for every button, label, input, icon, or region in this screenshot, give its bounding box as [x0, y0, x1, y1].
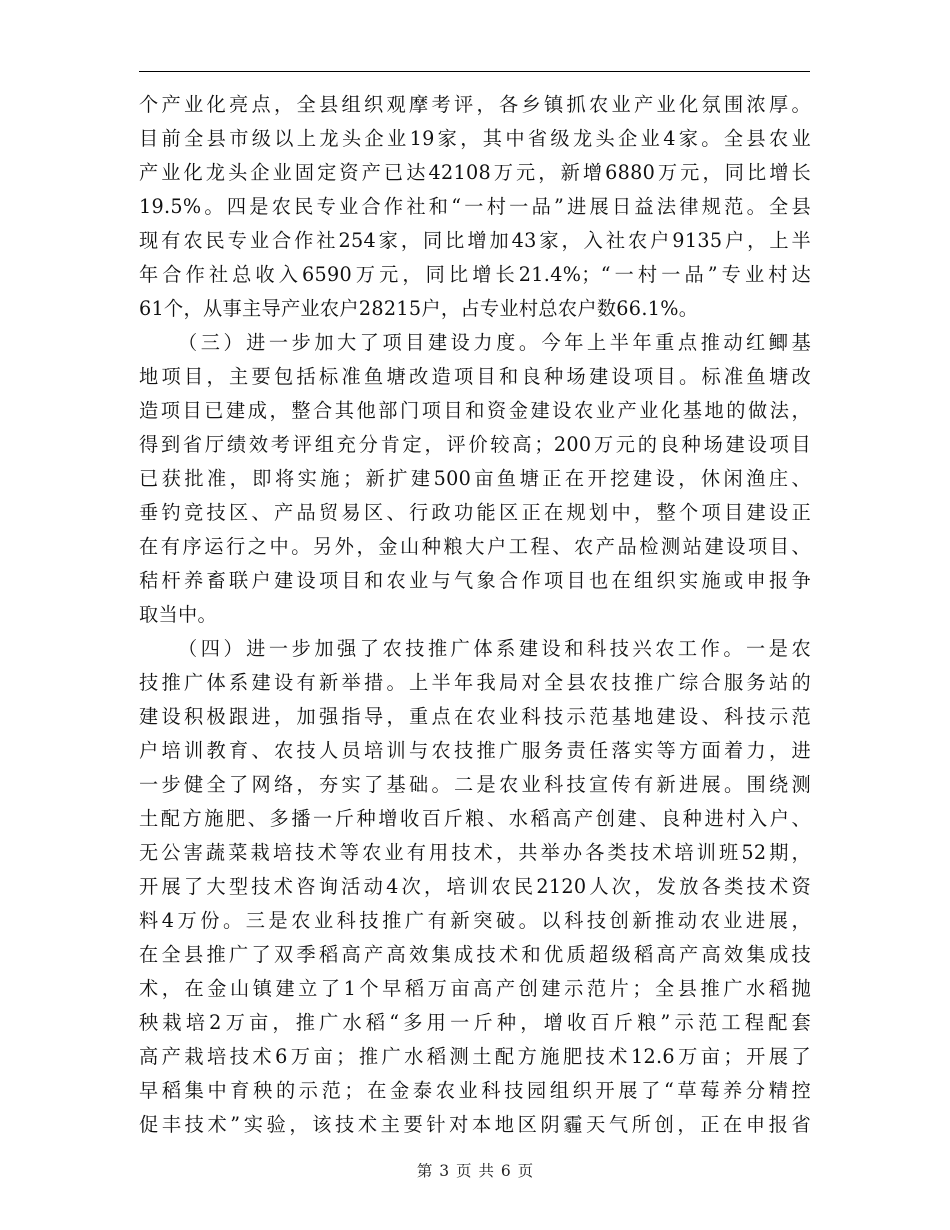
text-line: 秧栽培2万亩，推广水稻“多用一斤种，增收百斤粮”示范工程配套: [139, 1011, 811, 1034]
header-rule: [139, 71, 810, 72]
text-line: 个产业化亮点，全县组织观摩考评，各乡镇抓农业产业化氛围浓厚。: [139, 93, 811, 116]
text-line: 早稻集中育秧的示范；在金泰农业科技园组织开展了“草莓养分精控: [139, 1079, 811, 1102]
text-line: 开展了大型技术咨询活动4次，培训农民2120人次，发放各类技术资: [139, 875, 811, 898]
text-line: 户培训教育、农技人员培训与农技推广服务责任落实等方面着力，进: [139, 739, 811, 762]
text-line: 目前全县市级以上龙头企业19家，其中省级龙头企业4家。全县农业: [139, 127, 811, 150]
text-line: 促丰技术”实验，该技术主要针对本地区阴霾天气所创，正在申报省: [139, 1113, 811, 1136]
text-line: 建设积极跟进，加强指导，重点在农业科技示范基地建设、科技示范: [139, 705, 811, 728]
text-line: 术，在金山镇建立了1个早稻万亩高产创建示范片；全县推广水稻抛: [139, 977, 811, 1000]
text-line: 61个，从事主导产业农户28215户，占专业村总农户数66.1%。: [139, 297, 699, 320]
text-line: 得到省厅绩效考评组充分肯定，评价较高；200万元的良种场建设项目: [139, 433, 811, 456]
text-line: 垂钓竞技区、产品贸易区、行政功能区正在规划中，整个项目建设正: [139, 501, 811, 524]
page-number: 第 3 页 共 6 页: [416, 1162, 534, 1180]
text-line: 已获批准，即将实施；新扩建500亩鱼塘正在开挖建设，休闲渔庄、: [139, 467, 811, 490]
text-line: 年合作社总收入6590万元，同比增长21.4%；“一村一品”专业村达: [139, 263, 811, 286]
document-body: [139, 88, 811, 1142]
text-line: 在全县推广了双季稻高产高效集成技术和优质超级稻高产高效集成技: [139, 943, 811, 966]
text-line: （三）进一步加大了项目建设力度。今年上半年重点推动红鲫基: [178, 331, 811, 354]
text-line: 在有序运行之中。另外，金山种粮大户工程、农产品检测站建设项目、: [139, 535, 811, 558]
text-line: 秸杆养畜联户建设项目和农业与气象合作项目也在组织实施或申报争: [139, 569, 811, 592]
text-line: 取当中。: [139, 603, 217, 626]
text-line: 19.5%。四是农民专业合作社和“一村一品”进展日益法律规范。全县: [139, 195, 811, 218]
text-line: 地项目，主要包括标准鱼塘改造项目和良种场建设项目。标准鱼塘改: [139, 365, 811, 388]
text-line: （四）进一步加强了农技推广体系建设和科技兴农工作。一是农: [178, 637, 811, 660]
text-line: 技推广体系建设有新举措。上半年我局对全县农技推广综合服务站的: [139, 671, 811, 694]
text-line: 无公害蔬菜栽培技术等农业有用技术，共举办各类技术培训班52期，: [139, 841, 811, 864]
text-line: 高产栽培技术6万亩；推广水稻测土配方施肥技术12.6万亩；开展了: [139, 1045, 811, 1068]
text-line: 土配方施肥、多播一斤种增收百斤粮、水稻高产创建、良种进村入户、: [139, 807, 811, 830]
text-line: 现有农民专业合作社254家，同比增加43家，入社农户9135户，上半: [139, 229, 811, 252]
text-line: 造项目已建成，整合其他部门项目和资金建设农业产业化基地的做法，: [139, 399, 811, 422]
text-line: 一步健全了网络，夯实了基础。二是农业科技宣传有新进展。围绕测: [139, 773, 811, 796]
text-line: 料4万份。三是农业科技推广有新突破。以科技创新推动农业进展，: [139, 909, 811, 932]
text-line: 产业化龙头企业固定资产已达42108万元，新增6880万元，同比增长: [139, 161, 811, 184]
